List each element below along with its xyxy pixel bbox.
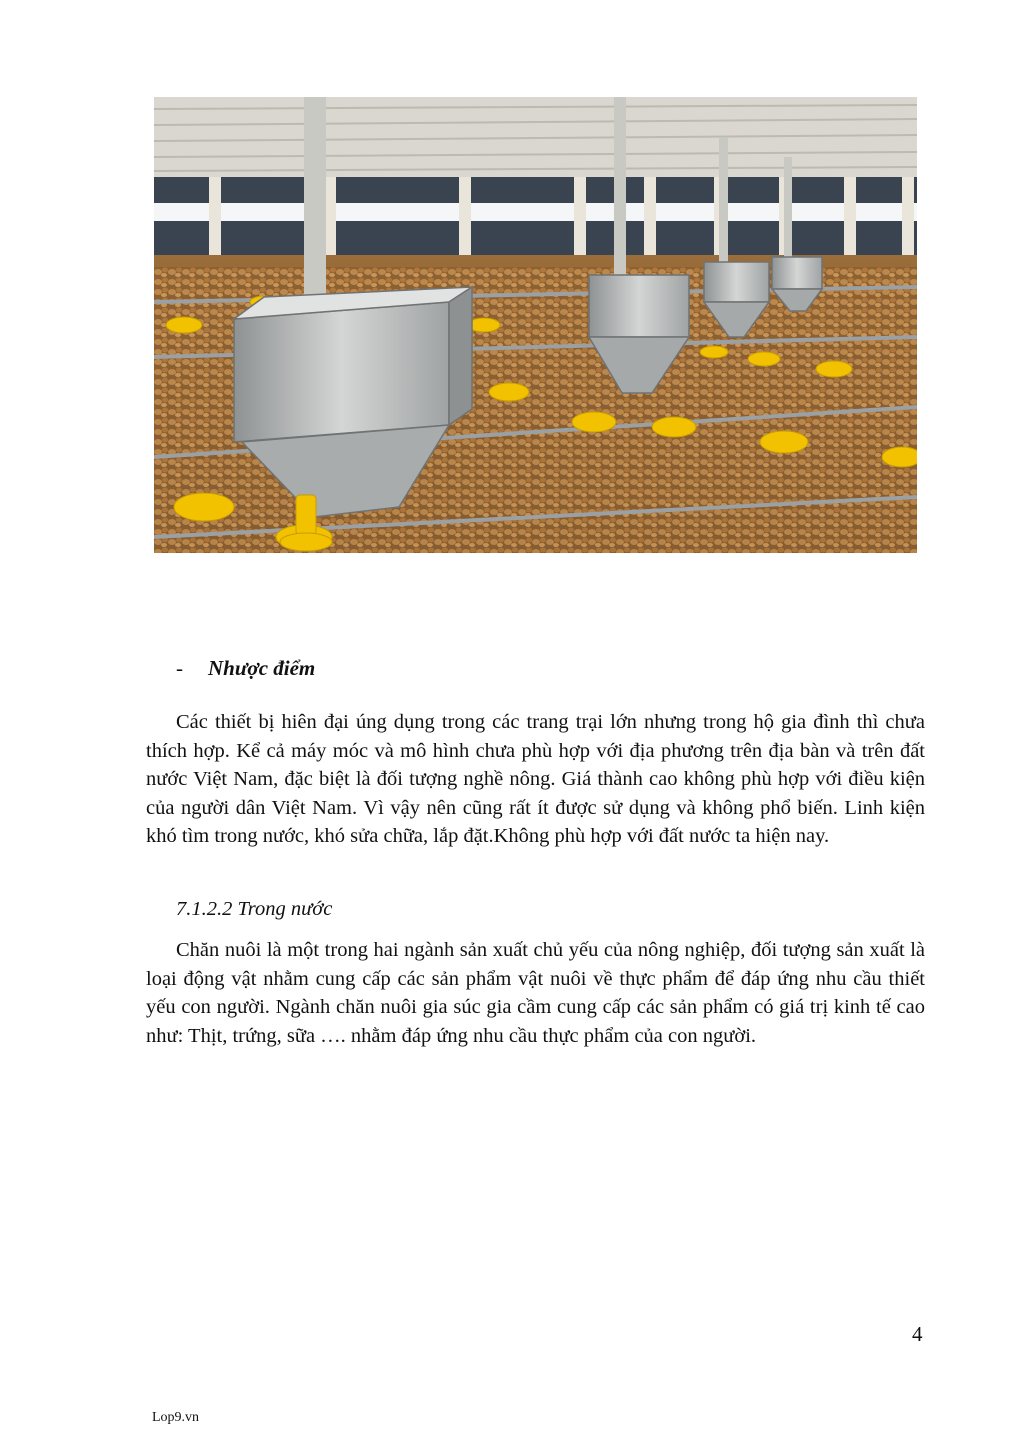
bullet-dash: - [176, 656, 183, 680]
disadvantages-heading: Nhược điểm [208, 656, 316, 680]
page-number: 4 [912, 1322, 923, 1346]
domestic-paragraph: Chăn nuôi là một trong hai ngành sản xuất chủ yếu của nông nghiệp, đối tượng sản xuất là loại động vật nhằm cung cấp các sản phẩm vật nuôi về thực phẩm để đáp ứng nhu cầu thiết yếu con người. Ngành chăn nuôi gia súc gia cầm cung cấp các sản phẩm có giá trị kinh tế cao như: Thịt, trứng, sữa …. nhằm đáp ứng nhu cầu thực phẩm của con người. [146, 939, 925, 1047]
disadvantages-paragraph: Các thiết bị hiên đại úng dụng trong các trang trại lớn nhưng trong hộ gia đình thì chưa thích hợp. Kể cả máy móc và mô hình chưa phù hợp với địa phương trên địa bàn và trên đất nước Việt Nam, đặc biệt là đối tượng nghề nông. Giá thành cao không phù hợp với điều kiện của người dân Việt Nam. Vì vậy nên cũng rất ít được sử dụng và không phổ biến. Linh kiện khó tìm trong nước, khó sửa chữa, lắp đặt.Không phù hợp với đất nước ta hiện nay. [146, 711, 925, 848]
disadvantages-heading-row [176, 656, 315, 681]
domestic-subsection-heading: 7.1.2.2 Trong nước [176, 898, 333, 920]
poultry-farm-illustration [154, 97, 917, 553]
poultry-farm-photo [154, 97, 917, 553]
footer-source: Lop9.vn [152, 1410, 200, 1425]
